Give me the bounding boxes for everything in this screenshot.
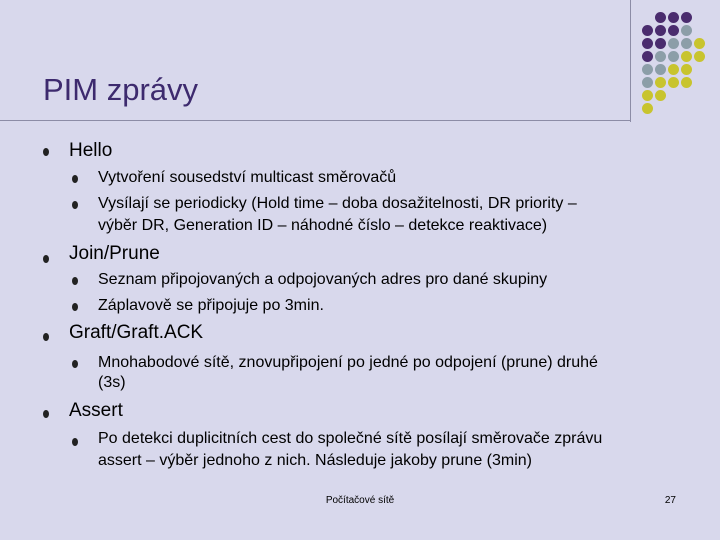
bullet-text: Mnohabodové sítě, znovupřipojení po jedné po odpojení (prune) druhé	[98, 354, 598, 371]
decorative-dot	[681, 64, 692, 75]
decorative-dot	[655, 51, 666, 62]
bullet-icon	[43, 255, 49, 263]
bullet-icon	[72, 175, 78, 183]
bullet-text: Seznam připojovaných a odpojovaných adres pro dané skupiny	[98, 271, 548, 288]
decorative-dot	[655, 90, 666, 101]
decorative-dot	[668, 77, 679, 88]
decorative-dot	[694, 51, 705, 62]
section-heading: Hello	[69, 140, 113, 161]
section-heading: Assert	[69, 400, 123, 421]
bullet-icon	[72, 201, 78, 209]
decorative-dot	[642, 90, 653, 101]
bullet-text: assert – výběr jednoho z nich. Následuje jakoby prune (3min)	[98, 452, 533, 469]
bullet-text: (3s)	[98, 374, 126, 391]
decorative-dot	[668, 64, 679, 75]
section-heading: Graft/Graft.ACK	[69, 322, 204, 343]
decorative-dot	[655, 64, 666, 75]
decorative-dot	[681, 51, 692, 62]
decorative-dot	[642, 38, 653, 49]
decorative-dot	[642, 64, 653, 75]
bullet-icon	[72, 277, 78, 285]
footer-text: Počítačové sítě	[325, 495, 395, 506]
bullet-text: Vytvoření sousedství multicast směrovačů	[98, 169, 397, 186]
decorative-dot	[681, 12, 692, 23]
vertical-divider	[630, 0, 631, 122]
decorative-dot	[655, 12, 666, 23]
decorative-dot	[681, 25, 692, 36]
bullet-icon	[43, 410, 49, 418]
bullet-text: Vysílají se periodicky (Hold time – doba dosažitelnosti, DR priority –	[98, 195, 577, 212]
bullet-icon	[72, 438, 78, 446]
decorative-dot	[694, 38, 705, 49]
decorative-dot	[642, 103, 653, 114]
bullet-text: Záplavově se připojuje po 3min.	[98, 297, 324, 314]
bullet-icon	[43, 148, 49, 156]
title-divider	[0, 120, 630, 121]
bullet-text: Po detekci duplicitních cest do společné sítě posílají směrovače zprávu	[98, 430, 603, 447]
decorative-dot	[681, 38, 692, 49]
bullet-icon	[72, 303, 78, 311]
decorative-dot	[655, 77, 666, 88]
slide-title: PIM zprávy	[43, 72, 199, 107]
section-heading: Join/Prune	[69, 243, 160, 264]
bullet-icon	[43, 333, 49, 341]
decorative-dot	[668, 51, 679, 62]
page-number: 27	[664, 495, 676, 506]
decorative-dot	[642, 25, 653, 36]
decorative-dot	[655, 38, 666, 49]
decorative-dot	[681, 77, 692, 88]
decorative-dot	[668, 12, 679, 23]
bullet-text: výběr DR, Generation ID – náhodné číslo – detekce reaktivace)	[98, 217, 548, 234]
decorative-dot	[668, 25, 679, 36]
decorative-dot	[642, 77, 653, 88]
decorative-dot	[642, 51, 653, 62]
decorative-dot	[668, 38, 679, 49]
decorative-dot	[655, 25, 666, 36]
bullet-icon	[72, 360, 78, 368]
